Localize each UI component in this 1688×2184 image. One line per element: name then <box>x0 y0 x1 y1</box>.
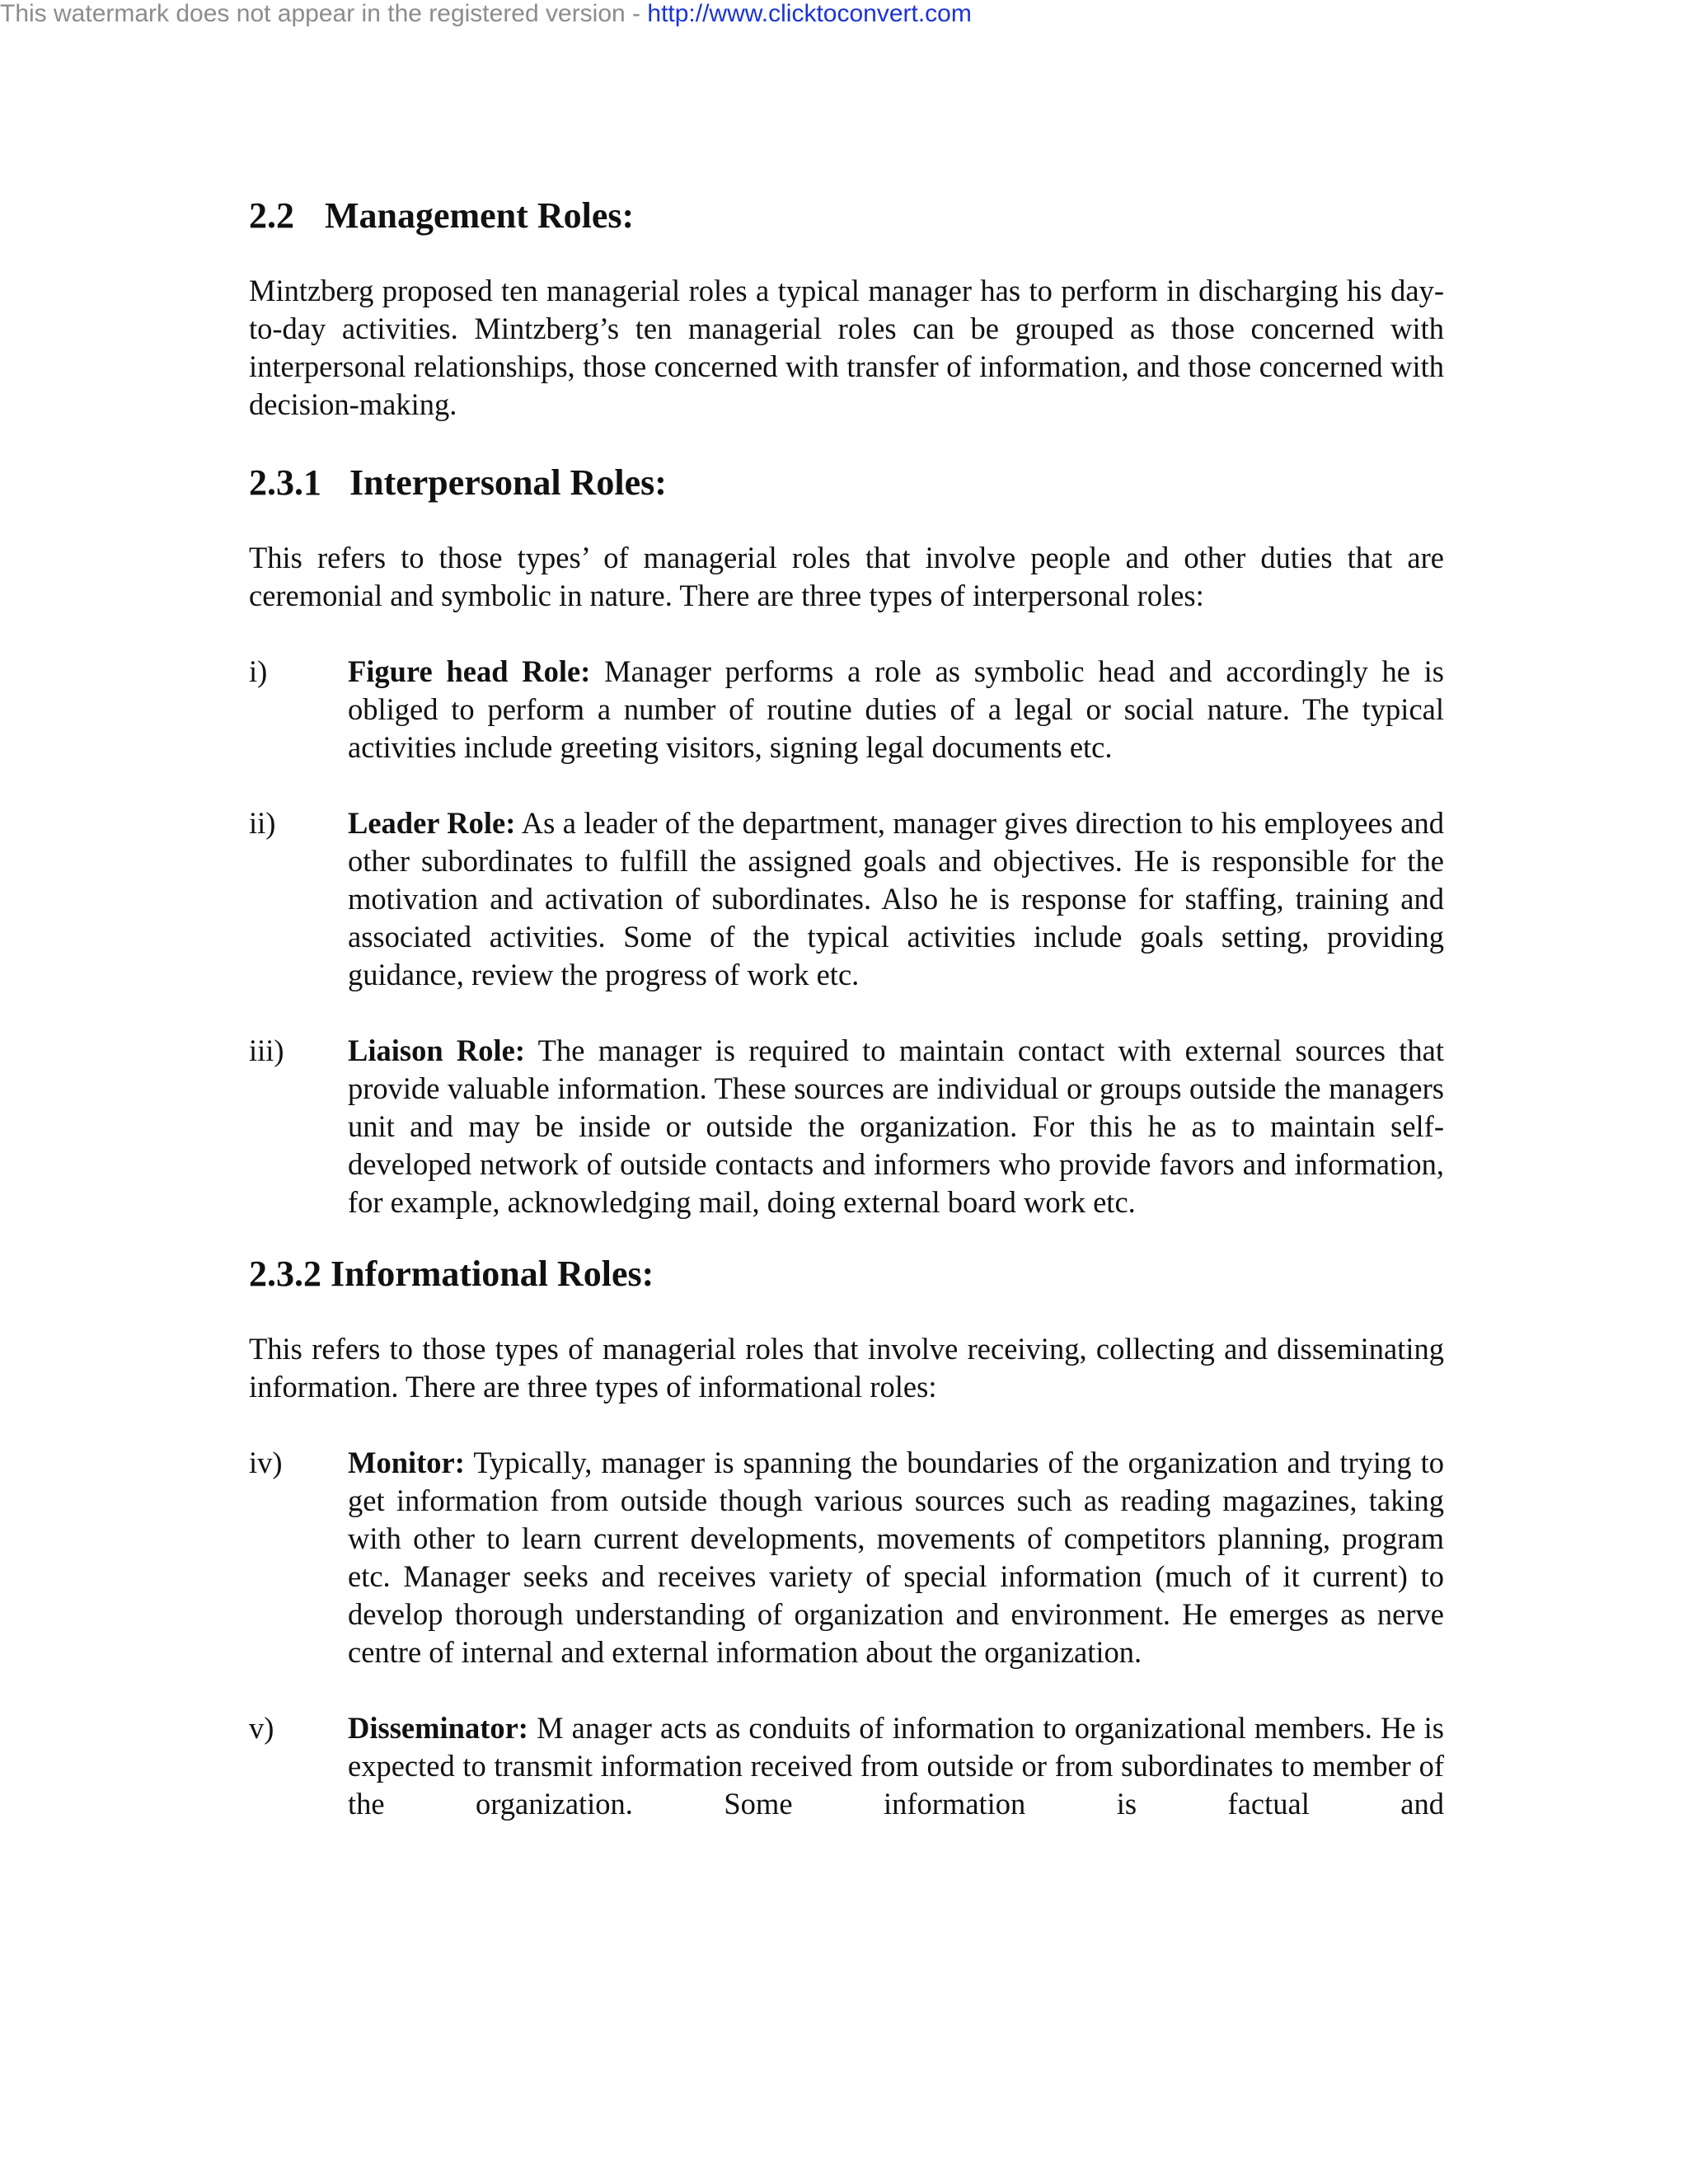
watermark-banner <box>0 0 972 28</box>
list-item-number: ii) <box>249 806 276 840</box>
list-item-number: v) <box>249 1711 274 1745</box>
list-item-text <box>348 1444 1444 1671</box>
heading-number: 2.3.1 <box>249 462 321 503</box>
list-item-text <box>348 653 1444 766</box>
list-item-body: Manager performs a role as symbolic head and accordingly he is obliged to perform a number of routine duties of a legal or social nature. The typical activities include greeting visitors, signing legal documents etc. <box>348 654 1444 764</box>
list-item-text <box>348 1709 1444 1823</box>
list-item-body: As a leader of the department, manager gives direction to his employees and other subordinates to fulfill the assigned goals and objectives. He is responsible for the motivation and activation of subordinates. Also he is response for staffing, training and associated activities. Some of the typical activities include goals setting, providing guidance, review the progress of work etc. <box>348 806 1444 991</box>
list-item-label: Figure head Role: <box>348 654 591 688</box>
heading-informational-roles <box>249 1253 1444 1296</box>
heading-number: 2.2 <box>249 195 294 236</box>
document-page <box>249 194 1444 1823</box>
heading-management-roles <box>249 194 1444 237</box>
list-item <box>249 1032 1444 1221</box>
paragraph-interpersonal-roles: This refers to those types’ of managerial roles that involve people and other duties that are ceremonial and symbolic in nature. There are three types of interpersonal roles: <box>249 541 1444 612</box>
paragraph-management-roles: Mintzberg proposed ten managerial roles a typical manager has to perform in discharging his day-to-day activities. Mintzberg’s ten managerial roles can be grouped as those concerned with interpersonal relationships, those concerned with transfer of information, and those concerned with decision-making. <box>249 274 1444 421</box>
watermark-text: This watermark does not appear in the registered version - <box>0 0 648 27</box>
heading-title: Interpersonal Roles: <box>349 462 667 503</box>
list-item-label: Disseminator: <box>348 1711 528 1745</box>
heading-title: Management Roles: <box>325 195 635 236</box>
watermark-link[interactable]: http://www.clicktoconvert.com <box>647 0 972 27</box>
list-item-label: Leader Role: <box>348 806 516 840</box>
heading-title: Informational Roles: <box>331 1254 654 1294</box>
heading-interpersonal-roles <box>249 462 1444 504</box>
list-item-number: i) <box>249 654 268 688</box>
list-item-label: Monitor: <box>348 1446 465 1479</box>
list-item-body: M anager acts as conduits of information to organizational members. He is expected to transmit information received from outside or from subordinates to member of the organization. Some information is factual and <box>348 1711 1444 1821</box>
list-item-body: The manager is required to maintain contact with external sources that provide valuable information. These sources are individual or groups outside the managers unit and may be inside or outside the organization. For this he as to maintain self-developed network of outside contacts and informers who provide favors and information, for example, acknowledging mail, doing external board work etc. <box>348 1033 1444 1219</box>
list-item-label: Liaison Role: <box>348 1033 526 1067</box>
list-item <box>249 1709 1444 1823</box>
list-item-number: iii) <box>249 1033 284 1067</box>
list-item <box>249 1444 1444 1671</box>
paragraph-informational-roles: This refers to those types of managerial roles that involve receiving, collecting and disseminating information. There are three types of informational roles: <box>249 1332 1444 1404</box>
list-item <box>249 804 1444 994</box>
heading-number: 2.3.2 <box>249 1254 321 1294</box>
list-item-text <box>348 804 1444 994</box>
list-item <box>249 653 1444 766</box>
list-item-text <box>348 1032 1444 1221</box>
list-item-body: Typically, manager is spanning the boundaries of the organization and trying to get information from outside though various sources such as reading magazines, taking with other to learn current developments, movements of competitors planning, program etc. Manager seeks and receives variety of special information (much of it current) to develop thorough understanding of organization and environment. He emerges as nerve centre of internal and external information about the organization. <box>348 1446 1444 1669</box>
list-item-number: iv) <box>249 1446 283 1479</box>
